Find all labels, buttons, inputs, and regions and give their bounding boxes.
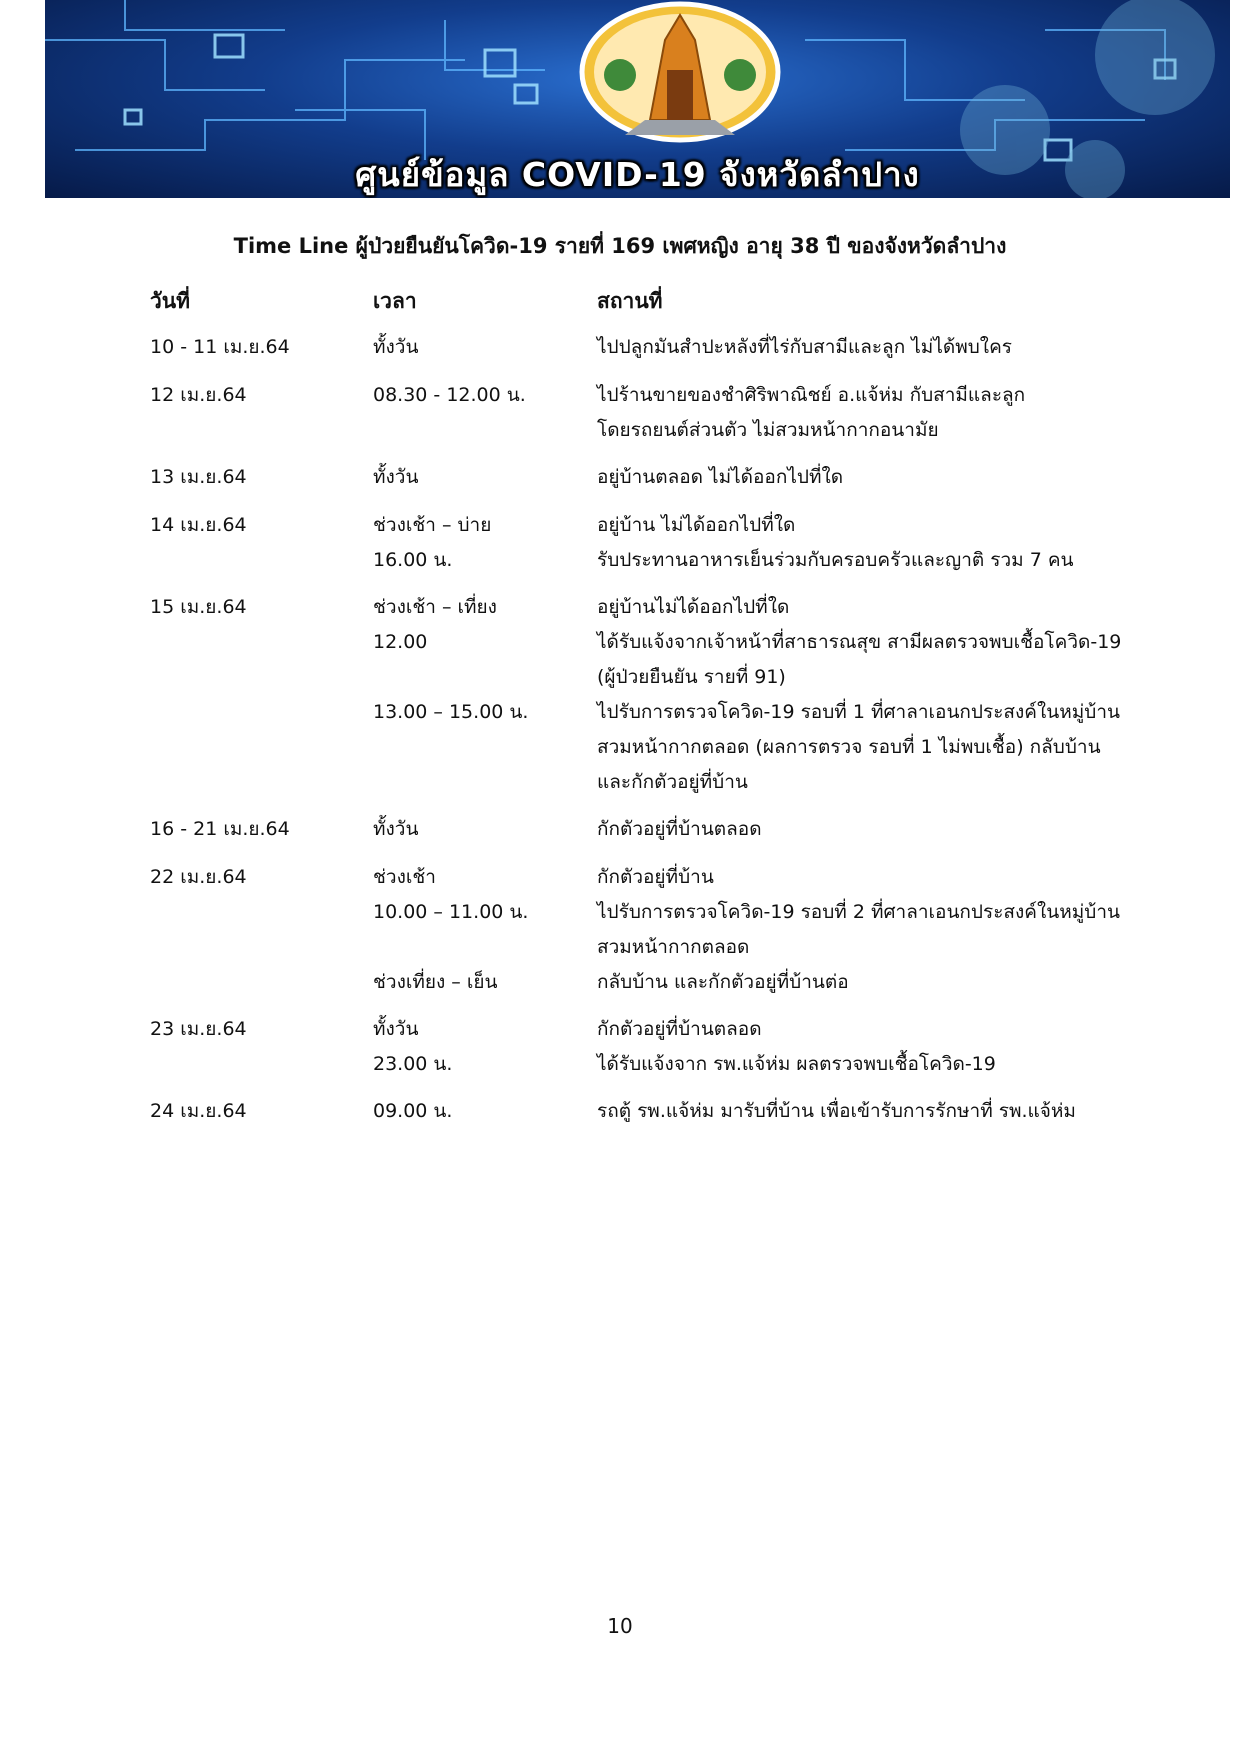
- row-time: 08.30 - 12.00 น.: [373, 384, 526, 406]
- row-place: ได้รับแจ้งจาก รพ.แจ้ห่ม ผลตรวจพบเชื้อโควิด-19: [597, 1053, 996, 1075]
- row-time: 13.00 – 15.00 น.: [373, 701, 529, 723]
- header-place: สถานที่: [597, 289, 663, 313]
- row-time: ทั้งวัน: [373, 1018, 419, 1040]
- banner-title: ศูนย์ข้อมูล COVID-19 จังหวัดลำปาง: [355, 155, 920, 194]
- lampang-province-seal-icon: [582, 4, 778, 140]
- row-date: 12 เม.ย.64: [150, 384, 247, 406]
- row-time: ทั้งวัน: [373, 466, 419, 488]
- row-time: 16.00 น.: [373, 549, 453, 571]
- row-time: ช่วงเช้า: [373, 866, 436, 888]
- row-time: ช่วงเที่ยง – เย็น: [373, 971, 498, 993]
- row-place: อยู่บ้านไม่ได้ออกไปที่ใด: [597, 596, 790, 618]
- row-date: 23 เม.ย.64: [150, 1018, 247, 1040]
- row-date: 10 - 11 เม.ย.64: [150, 336, 290, 358]
- row-date: 13 เม.ย.64: [150, 466, 247, 488]
- document-title: Time Line ผู้ป่วยยืนยันโควิด-19 รายที่ 169 เพศหญิง อายุ 38 ปี ของจังหวัดลำปาง: [233, 234, 1007, 258]
- row-place: (ผู้ป่วยยืนยัน รายที่ 91): [597, 666, 786, 688]
- row-place: ไปรับการตรวจโควิด-19 รอบที่ 1 ที่ศาลาเอนกประสงค์ในหมู่บ้าน: [597, 701, 1121, 723]
- row-place: ไปปลูกมันสำปะหลังที่ไร่กับสามีและลูก ไม่ได้พบใคร: [597, 336, 1012, 358]
- row-place: กักตัวอยู่ที่บ้าน: [597, 866, 714, 888]
- header-date: วันที่: [150, 289, 190, 313]
- row-place: สวมหน้ากากตลอด: [597, 936, 750, 958]
- row-place: กลับบ้าน และกักตัวอยู่ที่บ้านต่อ: [597, 971, 849, 993]
- row-date: 16 - 21 เม.ย.64: [150, 818, 290, 840]
- row-place: อยู่บ้าน ไม่ได้ออกไปที่ใด: [597, 514, 796, 536]
- header-time: เวลา: [373, 289, 417, 313]
- row-time: 12.00: [373, 631, 428, 653]
- row-time: [373, 730, 593, 765]
- row-place: ไปรับการตรวจโควิด-19 รอบที่ 2 ที่ศาลาเอนกประสงค์ในหมู่บ้าน: [597, 901, 1121, 923]
- row-place: สวมหน้ากากตลอด (ผลการตรวจ รอบที่ 1 ไม่พบเชื้อ) กลับบ้าน: [597, 736, 1101, 758]
- row-time: [373, 930, 593, 965]
- row-time: ช่วงเช้า – บ่าย: [373, 514, 492, 536]
- row-date: 14 เม.ย.64: [150, 514, 247, 536]
- row-date: 22 เม.ย.64: [150, 866, 247, 888]
- row-time: ทั้งวัน: [373, 336, 419, 358]
- row-time: ช่วงเช้า – เที่ยง: [373, 596, 497, 618]
- row-time: ทั้งวัน: [373, 818, 419, 840]
- row-time: 23.00 น.: [373, 1053, 453, 1075]
- row-time: [373, 765, 593, 800]
- row-place: โดยรถยนต์ส่วนตัว ไม่สวมหน้ากากอนามัย: [597, 419, 939, 441]
- row-place: และกักตัวอยู่ที่บ้าน: [597, 771, 748, 793]
- header-banner: [45, 0, 1230, 198]
- row-place: อยู่บ้านตลอด ไม่ได้ออกไปที่ใด: [597, 466, 844, 488]
- row-time: [373, 660, 593, 695]
- page-number: 10: [607, 1614, 633, 1638]
- row-date: 15 เม.ย.64: [150, 596, 247, 618]
- row-date: 24 เม.ย.64: [150, 1100, 247, 1122]
- row-time: 10.00 – 11.00 น.: [373, 901, 529, 923]
- row-place: รถตู้ รพ.แจ้ห่ม มารับที่บ้าน เพื่อเข้ารับการรักษาที่ รพ.แจ้ห่ม: [597, 1100, 1076, 1122]
- row-place: กักตัวอยู่ที่บ้านตลอด: [597, 1018, 762, 1040]
- row-time: 09.00 น.: [373, 1100, 453, 1122]
- row-place: ได้รับแจ้งจากเจ้าหน้าที่สาธารณสุข สามีผลตรวจพบเชื้อโควิด-19: [597, 631, 1122, 653]
- row-time: [373, 413, 593, 448]
- row-place: รับประทานอาหารเย็นร่วมกับครอบครัวและญาติ รวม 7 คน: [597, 549, 1074, 571]
- row-place: ไปร้านขายของชำศิริพาณิชย์ อ.แจ้ห่ม กับสามีและลูก: [597, 384, 1026, 406]
- row-place: กักตัวอยู่ที่บ้านตลอด: [597, 818, 762, 840]
